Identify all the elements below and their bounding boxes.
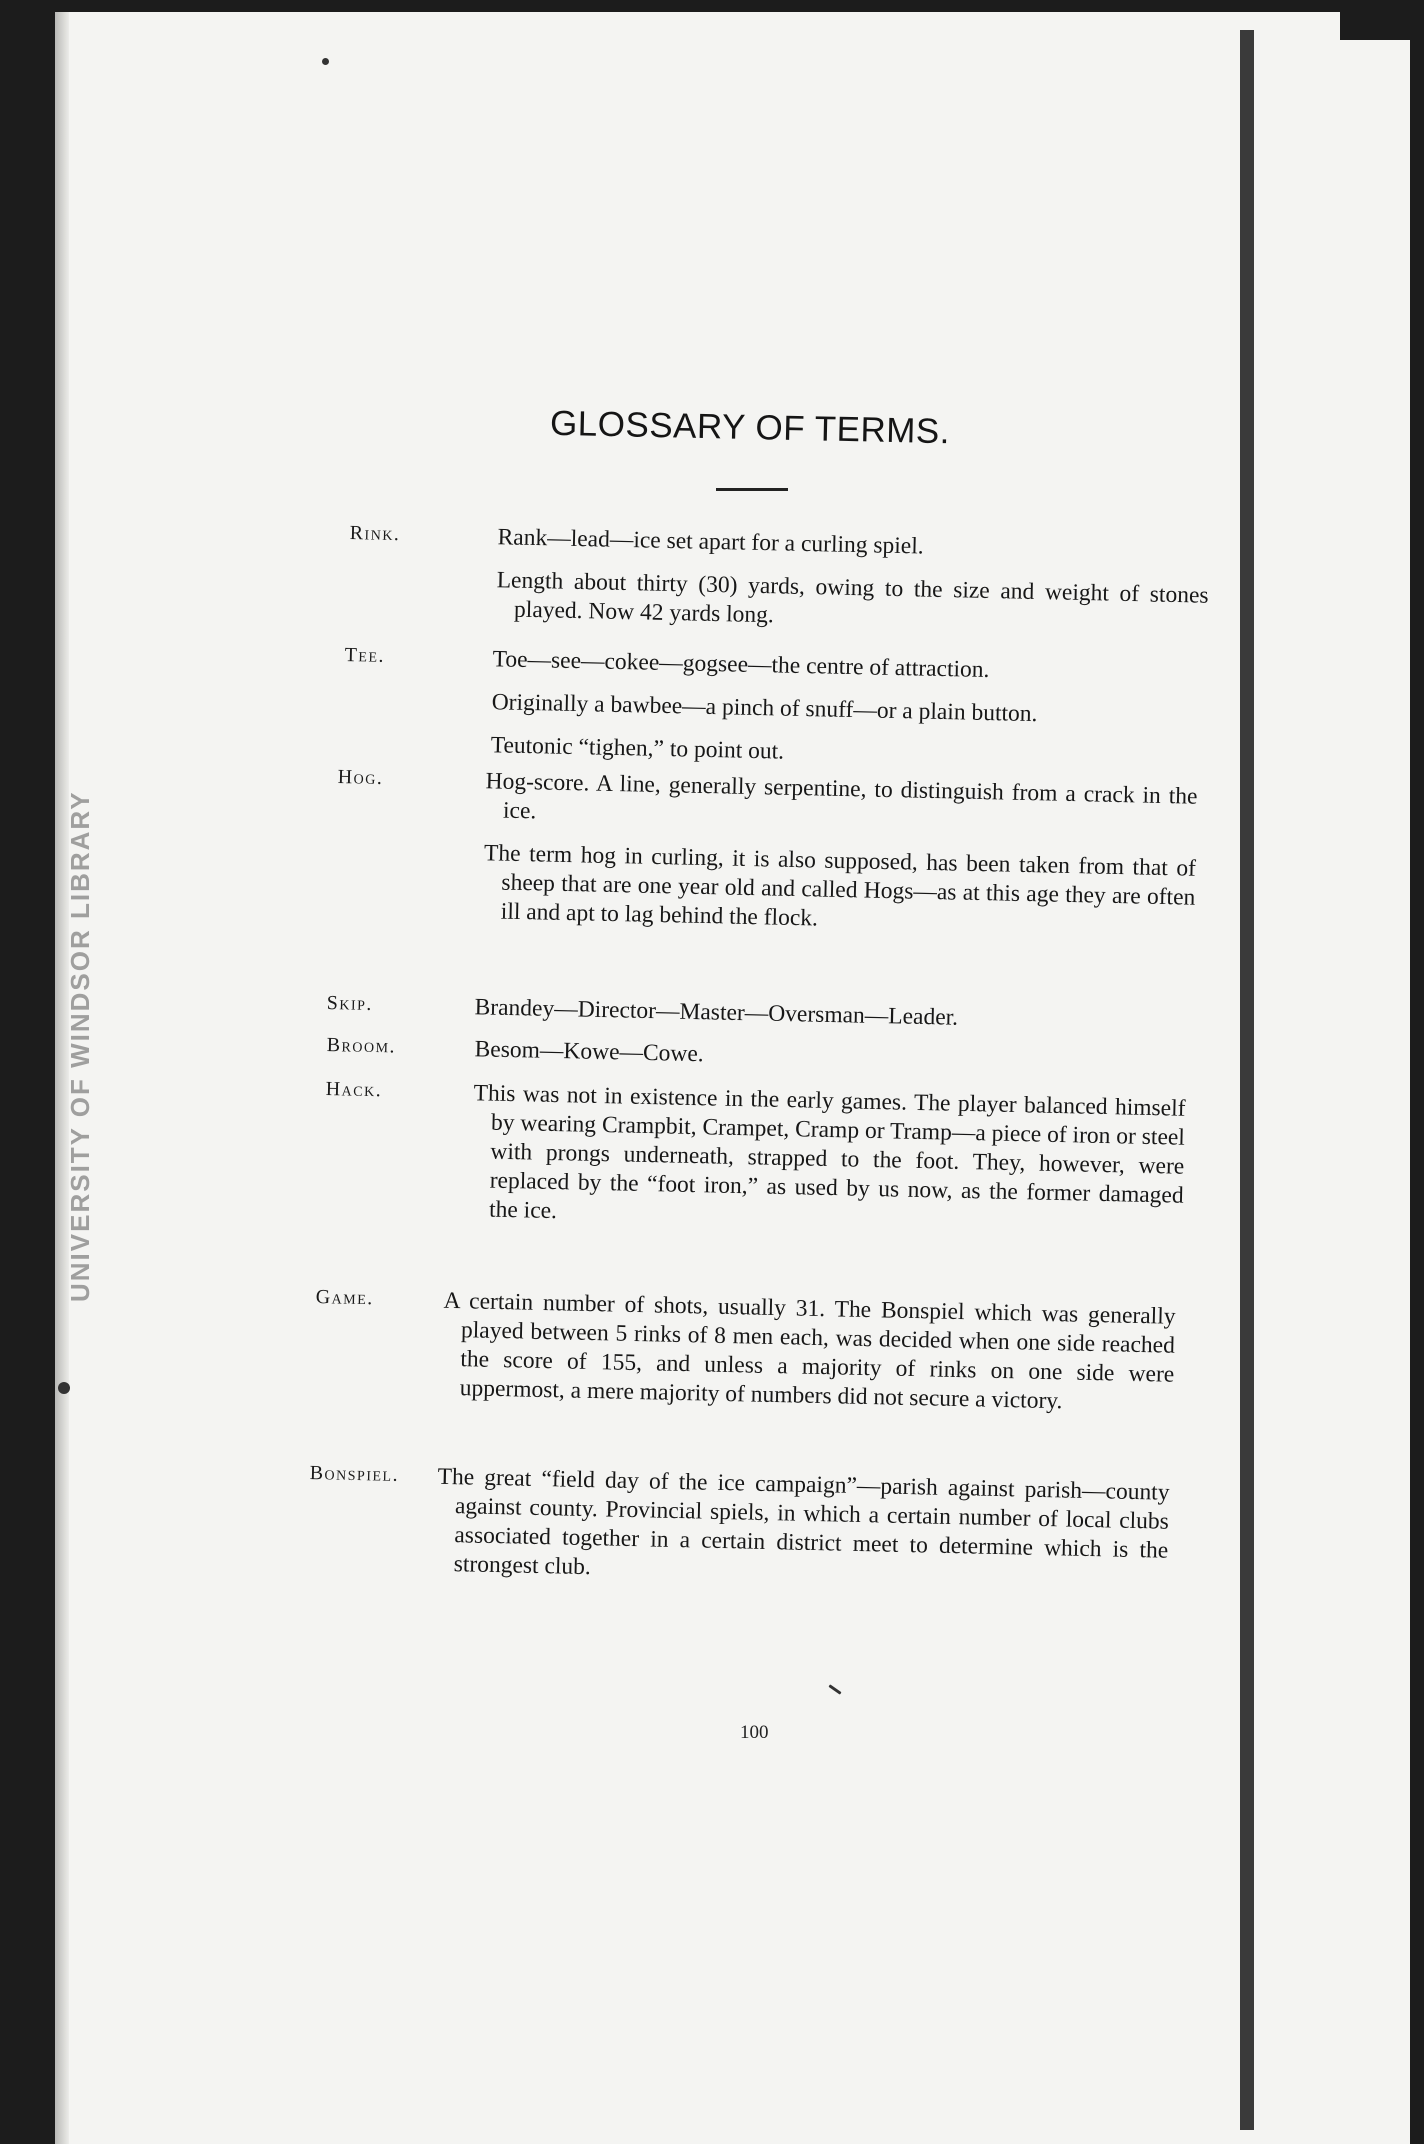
entry-term: Hack. <box>325 1077 383 1102</box>
title-rule <box>716 488 788 491</box>
glossary-entry-rink <box>347 520 1209 654</box>
entry-definition: Teutonic “tighen,” to point out. <box>490 732 785 765</box>
entry-definition: Hog-score. A line, generally serpentine, to distinguish from a crack in the ice. <box>485 768 1198 825</box>
entry-definition: The term hog in curling, it is also supposed, has been taken from that of sheep that are one year old and called Hogs—as at this age they are often ill and apt to lag behind the flock. <box>483 840 1197 932</box>
entry-definition: Originally a bawbee—a pinch of snuff—or a plain button. <box>491 689 1038 728</box>
entry-definition: This was not in existence in the early games. The player balanced himself by wearing Crampbit, Crampet, Cramp or Tramp—a piece of iron or steel with prongs underneath, strapped to the foot. They, however, were replaced by the “foot iron,” as used by us now, as the former damaged the ice. <box>473 1080 1186 1225</box>
entry-definition: Besom—Kowe—Cowe. <box>474 1036 704 1068</box>
next-page-strip <box>1254 40 1424 2144</box>
glossary-entry-hack <box>323 1076 1186 1254</box>
ink-speck <box>58 1382 70 1394</box>
entry-definition: A certain number of shots, usually 31. The Bonspiel which was generally played between 5 rinks of 8 men each, was decided when one side reached the score of 155, and unless a majority of rinks on one side were uppermost, a mere majority of numbers did not secure a victory. <box>443 1287 1176 1415</box>
page-edge <box>1240 30 1254 2130</box>
glossary-entry-hog <box>334 764 1198 956</box>
entry-term: Hog. <box>337 765 384 789</box>
entry-term: Game. <box>315 1285 375 1310</box>
entry-definition: Brandey—Director—Master—Oversman—Leader. <box>474 994 959 1031</box>
entry-definition: Rank—lead—ice set apart for a curling spiel. <box>497 524 924 560</box>
entry-term: Rink. <box>349 521 401 546</box>
glossary-entry-bonspiel <box>307 1460 1170 1609</box>
entry-term: Skip. <box>326 991 374 1016</box>
entry-term: Broom. <box>326 1033 397 1058</box>
entry-definition: The great “field day of the ice campaign”—parish against parish—county against county. Provincial spiels, in which a certain number of local clubs associated together in a certain district meet to determine which is the strongest club. <box>437 1463 1170 1581</box>
entry-term: Bonspiel. <box>309 1461 400 1486</box>
page-number: 100 <box>740 1722 769 1743</box>
glossary-entry-game <box>313 1284 1176 1433</box>
entry-definition: Length about thirty (30) yards, owing to the size and weight of stones played. Now 42 yards long. <box>496 567 1209 629</box>
entry-definition: Toe—see—cokee—gogsee—the centre of attraction. <box>492 646 990 684</box>
scan-border <box>1410 0 1424 2144</box>
library-stamp: UNIVERSITY OF WINDSOR LIBRARY <box>65 790 95 1302</box>
page-title: GLOSSARY OF TERMS. <box>549 403 951 452</box>
ink-speck <box>322 58 329 65</box>
entry-term: Tee. <box>344 643 386 667</box>
